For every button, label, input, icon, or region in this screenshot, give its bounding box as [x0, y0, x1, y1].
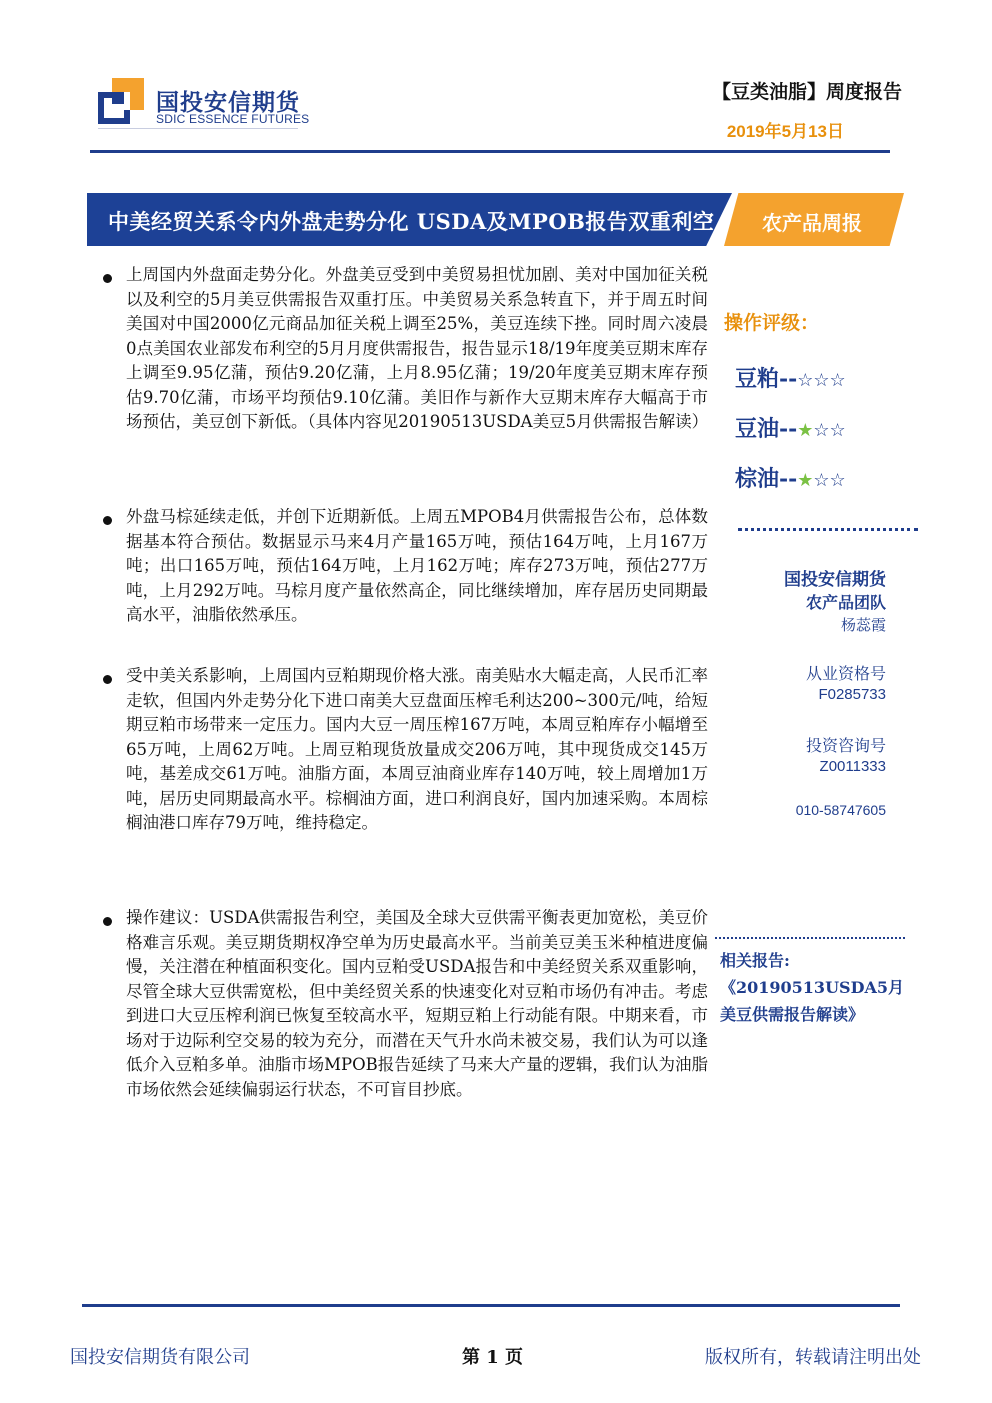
phone-number: 010-58747605 — [795, 802, 886, 818]
logo-underline — [98, 128, 298, 129]
license-label: 从业资格号 — [805, 664, 886, 683]
advisory-number: Z0011333 — [819, 758, 886, 775]
rating-label: 棕油-- — [735, 466, 798, 492]
star-rating — [797, 416, 845, 442]
star-empty-icon: ☆ — [813, 470, 830, 491]
footer-company: 国投安信期货有限公司 — [70, 1347, 250, 1368]
paragraph-market-overview: 上周国内外盘面走势分化。外盘美豆受到中美贸易担忧加剧、美对中国加征关税以及利空的5月美豆供需报告双重打压。中美贸易关系急转直下，并于周五时间美国对中国2000亿元商品加征关税上调至25%，美豆连续下挫。同时周六凌晨0点美国农业部发布利空的5月月度供需报告，报告显示18/19年度美豆期末库存上调至9.95亿蒲，预估9.20亿蒲，上月8.95亿蒲；19/20年度美豆期末库存预估9.70亿蒲，市场平均预估9.10亿蒲。美旧作与新作大豆期末库存大幅高于市场预估，美豆创下新低。（具体内容见20190513USDA美豆5月供需报告解读） — [126, 265, 709, 431]
related-divider — [715, 937, 905, 939]
paragraph-soymeal: 受中美关系影响，上周国内豆粕期现价格大涨。南美贴水大幅走高，人民币汇率走软，但国内外走势分化下进口南美大豆盘面压榨毛利达200~300元/吨，给短期豆粕市场带来一定压力。国内大豆一周压榨167万吨，本周豆粕库存小幅增至65万吨，上周62万吨。上周豆粕现货放量成交206万吨，其中现货成交145万吨，基差成交61万吨。油脂方面，本周豆油商业库存140万吨，较上周增加1万吨，居历史同期最高水平。棕榈油方面，进口利润良好，国内加速采购。本周棕榈油港口库存79万吨，维持稳定。 — [126, 666, 708, 832]
bullet-icon — [103, 675, 112, 684]
star-empty-icon: ☆ — [829, 370, 846, 391]
star-rating — [797, 366, 845, 392]
license-number: F0285733 — [818, 686, 886, 703]
logo-mark-icon — [98, 78, 144, 124]
page-number: 第 1 页 — [462, 1347, 524, 1368]
star-empty-icon: ☆ — [829, 470, 846, 491]
report-date: 2019年5月13日 — [726, 122, 844, 141]
rating-soymeal — [735, 362, 846, 393]
related-heading: 相关报告: — [720, 951, 790, 970]
logo-text-en: SDIC ESSENCE FUTURES — [156, 112, 310, 126]
star-empty-icon: ☆ — [797, 370, 814, 391]
logo-text-cn: 国投安信期货 — [156, 90, 300, 116]
report-title: 中美经贸关系令内外盘走势分化 USDA及MPOB报告双重利空 — [108, 209, 715, 234]
category-tag-label: 农产品周报 — [762, 211, 862, 235]
paragraph-palm-oil: 外盘马棕延续走低，并创下近期新低。上周五MPOB4月供需报告公布，总体数据基本符合预估。数据显示马来4月产量165万吨，预估164万吨，上月167万吨；出口165万吨，预估164万吨，上月162万吨；库存273万吨，预估277万吨，上月292万吨。马棕月度产量依然高企，同比继续增加，库存居历史同期最高水平，油脂依然承压。 — [126, 507, 708, 624]
star-rating — [797, 466, 845, 492]
rating-heading: 操作评级： — [724, 312, 820, 334]
footer-divider — [82, 1304, 900, 1307]
rating-label: 豆油-- — [735, 416, 798, 442]
sidebar-analyst: 杨蕊霞 — [840, 616, 886, 634]
paragraph-recommendation: 操作建议：USDA供需报告利空，美国及全球大豆供需平衡表更加宽松，美豆价格难言乐观。美豆期货期权净空单为历史最高水平。当前美豆美玉米种植进度偏慢，关注潜在种植面积变化。国内豆粕受USDA报告和中美经贸关系双重影响，尽管全球大豆供需宽松，但中美经贸关系的快速变化对豆粕市场仍有冲击。考虑到进口大豆压榨利润已恢复至较高水平，短期豆粕上行动能有限。中期来看，市场对于边际利空交易的较为充分，而潜在天气升水尚未被交易，我们认为可以逢低介入豆粕多单。油脂市场MPOB报告延续了马来大产量的逻辑，我们认为油脂市场依然会延续偏弱运行状态，不可盲目抄底。 — [126, 908, 708, 1099]
report-type: 【豆类油脂】周度报告 — [711, 81, 902, 103]
sidebar-company: 国投安信期货 — [784, 570, 886, 590]
star-filled-icon: ★ — [797, 420, 814, 441]
advisory-label: 投资咨询号 — [805, 736, 886, 755]
related-report-link-cont[interactable]: 美豆供需报告解读》 — [720, 1005, 865, 1024]
bullet-icon — [103, 516, 112, 525]
star-empty-icon: ☆ — [829, 420, 846, 441]
related-report-link[interactable]: 《20190513USDA5月 — [720, 978, 904, 997]
bullet-icon — [103, 274, 112, 283]
rating-palmoil — [735, 462, 846, 493]
header-divider — [90, 150, 890, 153]
star-empty-icon: ☆ — [813, 420, 830, 441]
rating-label: 豆粕-- — [735, 366, 798, 392]
rating-soyoil — [735, 412, 846, 443]
bullet-icon — [103, 917, 112, 926]
star-filled-icon: ★ — [797, 470, 814, 491]
footer-copyright: 版权所有，转载请注明出处 — [705, 1347, 921, 1368]
sidebar-divider — [738, 528, 918, 531]
sidebar-team: 农产品团队 — [805, 593, 886, 612]
star-empty-icon: ☆ — [813, 370, 830, 391]
